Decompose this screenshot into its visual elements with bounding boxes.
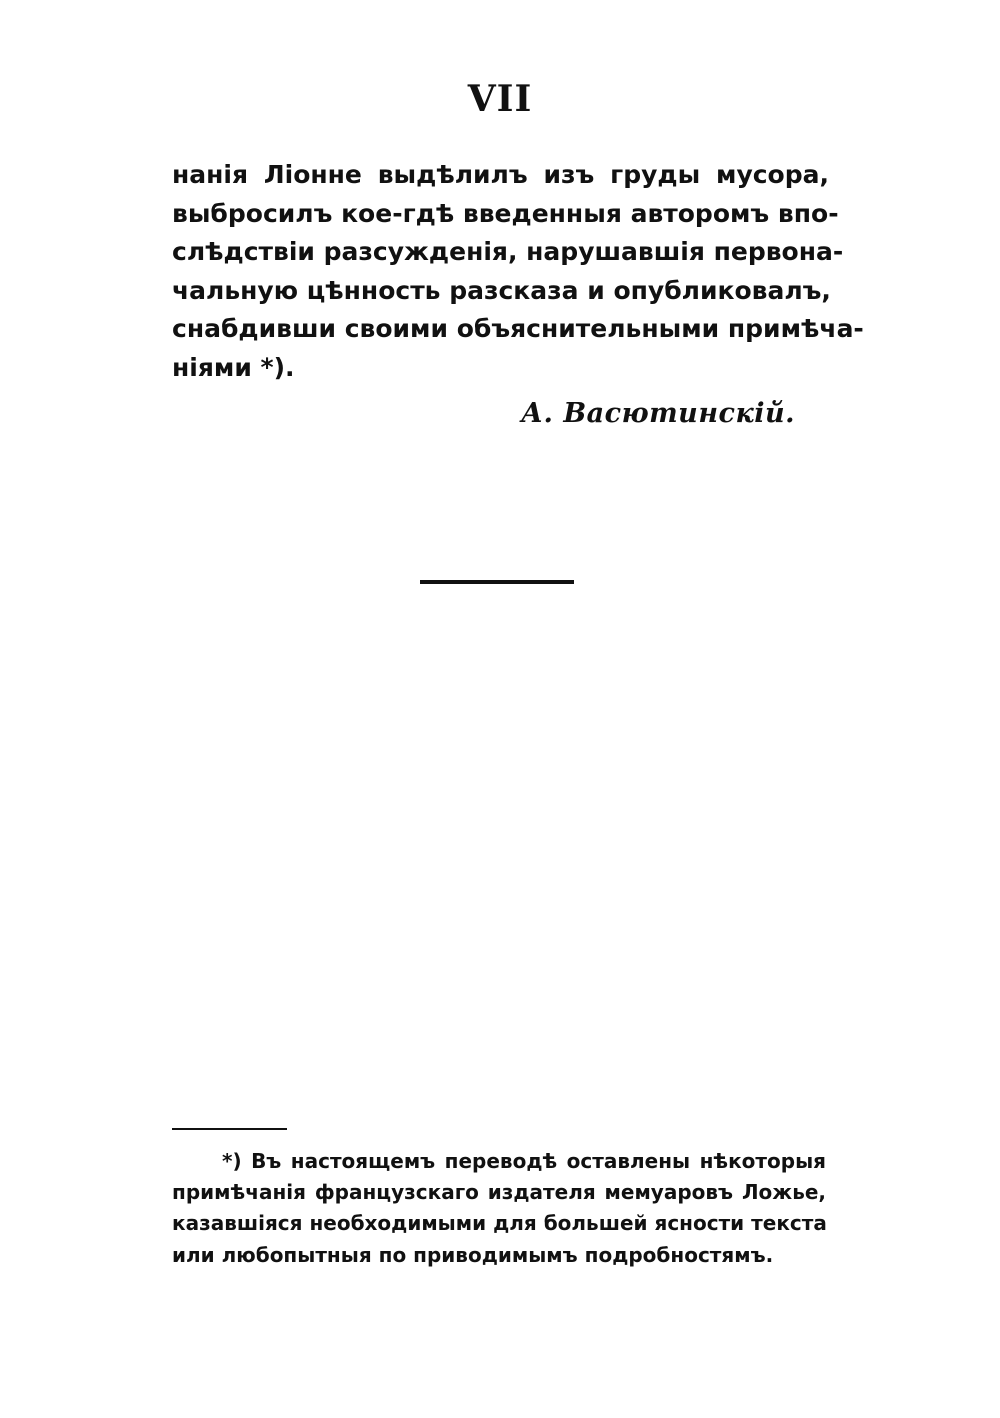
footnote-line: или любопытныя по приводимымъ подробностямъ. xyxy=(172,1242,774,1267)
paragraph-line: нанія Ліонне выдѣлилъ изъ груды мусора, xyxy=(172,160,829,189)
main-paragraph xyxy=(172,156,864,388)
paragraph-line: выбросилъ кое-гдѣ введенныя авторомъ впо- xyxy=(172,198,839,228)
footnote-line: примѣчанія французскаго издателя мемуаровъ Ложье, xyxy=(172,1180,826,1205)
footnote-separator xyxy=(172,1128,287,1130)
page-number: VII xyxy=(467,78,533,120)
footnote xyxy=(172,1146,826,1271)
footnote-line: казавшіяся необходимыми для большей ясности текста xyxy=(172,1211,827,1236)
footnote-line: *) Въ настоящемъ переводѣ оставлены нѣкоторыя xyxy=(222,1149,826,1173)
author-signature: А. Васютинскій. xyxy=(521,398,795,429)
paragraph-line: чальную цѣнность разсказа и опубликовалъ, xyxy=(172,275,831,305)
paragraph-line: ніями *). xyxy=(172,352,295,382)
paragraph-line: слѣдствіи разсужденія, нарушавшія первона- xyxy=(172,237,844,267)
section-end-rule xyxy=(420,580,574,584)
paragraph-line: снабдивши своими объяснительными примѣча- xyxy=(172,314,864,344)
